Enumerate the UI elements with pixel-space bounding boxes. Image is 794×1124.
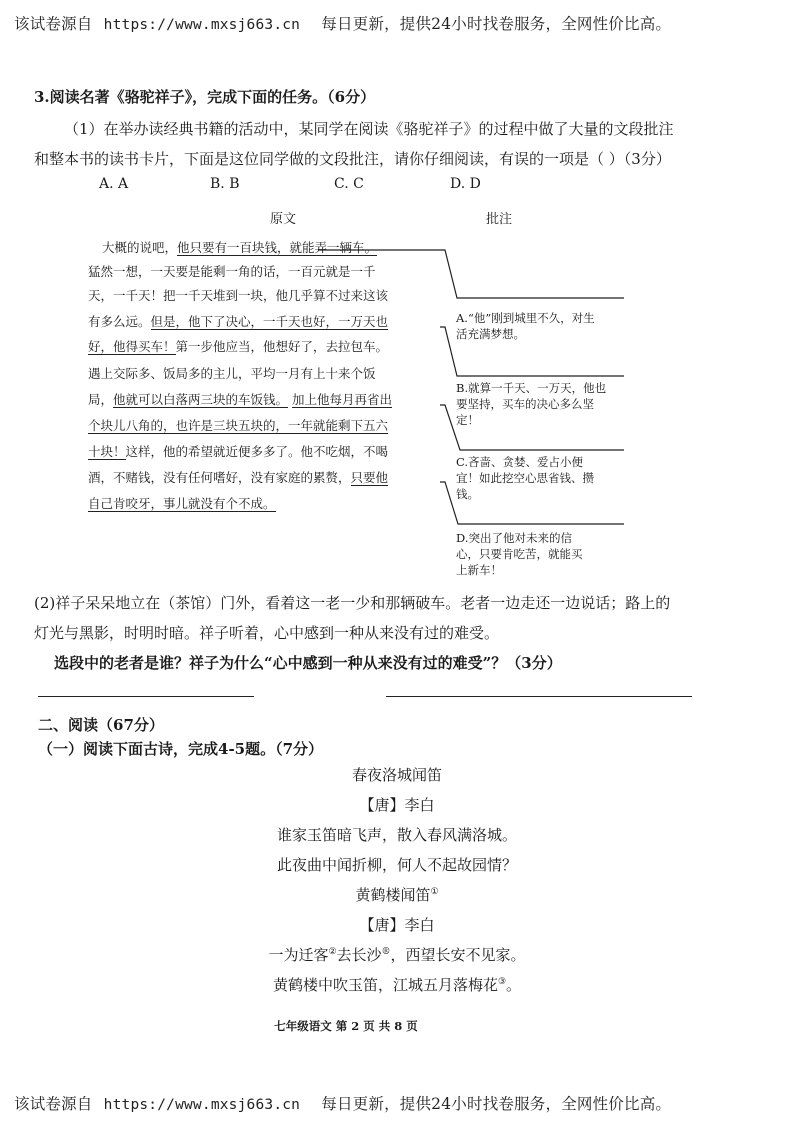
option-c: C. C — [334, 176, 364, 192]
poem-text: 黄鹤楼中吹玉笛，江城五月落梅花 — [272, 976, 498, 994]
footnote-marker: ① — [430, 887, 439, 897]
source-label: 该试卷源自 — [14, 15, 93, 33]
poem-2-title-text: 黄鹤楼闻笛 — [355, 886, 431, 904]
poem-2-line-1 — [268, 944, 525, 965]
passage-line-2: 猛然一想，一天要是能剩一角的话，一百元就是一千 — [88, 264, 376, 279]
option-a: A. A — [99, 176, 129, 192]
poem-text: 。 — [506, 976, 522, 994]
option-b: B. B — [210, 176, 240, 192]
annotation-a: A.“他”刚到城里不久，对生活充满梦想。 — [456, 311, 595, 341]
underline-b-part2: 好，他得买车！ — [88, 339, 176, 354]
passage-text: 大概的说吧， — [102, 240, 178, 255]
question-3-part2-line1: (2)祥子呆呆地立在（茶馆）门外，看着这一老一少和那辆破车。老者一边走还一边说话；路上的 — [34, 594, 671, 612]
answer-line-left[interactable] — [38, 696, 254, 697]
answer-line-right[interactable] — [386, 696, 692, 697]
poem-text: ，西望长安不见家。 — [390, 946, 526, 964]
source-slogan: 每日更新，提供24小时找卷服务，全网性价比高。 — [321, 15, 672, 33]
source-url[interactable]: https://www.mxsj663.cn — [103, 17, 301, 33]
annotation-b: B.就算一千天、一万天，他也要坚持，买车的决心多么坚定！ — [456, 381, 607, 427]
underline-d-part1: 只要他 — [350, 470, 389, 485]
poem-1-author: 【唐】李白 — [359, 796, 435, 814]
question-3-part1-line2: 和整本书的读书卡片，下面是这位同学做的文段批注，请你仔细阅读，有误的一项是（ ）（3分） — [34, 150, 671, 168]
poem-1-title: 春夜洛城闻笛 — [351, 766, 443, 784]
source-url[interactable]: https://www.mxsj663.cn — [103, 1097, 301, 1113]
poem-text: 去长沙 — [336, 946, 382, 964]
annotation-c: C.吝啬、贪婪、爱占小便宜！如此挖空心思省钱、攒钱。 — [456, 455, 594, 501]
passage-text: 第一步他应当，他想好了，去拉包车。 — [175, 339, 389, 354]
connector-a — [318, 250, 624, 298]
section-2-title: 二、阅读（67分） — [38, 716, 164, 734]
source-footer — [14, 1092, 671, 1114]
column-original-heading: 原文 — [270, 212, 297, 227]
question-3-title: 3.阅读名著《骆驼祥子》，完成下面的任务。（6分） — [34, 88, 376, 106]
underline-c-part1: 他就可以白落两三块的车饭钱。 — [113, 392, 289, 407]
underline-c-part4: 十块！ — [88, 444, 126, 459]
passage-text: 酒，不赌钱，没有任何嗜好，没有家庭的累赘， — [88, 470, 351, 485]
question-3-part1-line1: （1）在举办读经典书籍的活动中，某同学在阅读《骆驼祥子》的过程中做了大量的文段批注 — [64, 120, 674, 138]
underline-c-part2: 加上他每月再省出 — [292, 392, 393, 407]
underline-c-part3: 个块儿八角的，也许是三块五块的，一年就能剩下五六 — [88, 418, 389, 433]
footnote-marker: ® — [381, 947, 391, 957]
passage-text: 局， — [88, 392, 114, 407]
source-slogan: 每日更新，提供24小时找卷服务，全网性价比高。 — [321, 1095, 672, 1113]
question-3-part2-line2: 灯光与黑影，时明时暗。祥子听着，心中感到一种从来没有过的难受。 — [34, 624, 500, 642]
passage-text: 这样，他的希望就近便多多了。他不吃烟，不喝 — [125, 444, 389, 459]
annotation-d: D.突出了他对未来的信心，只要肯吃苦，就能买上新车！ — [456, 531, 583, 577]
poem-2-title — [355, 884, 438, 905]
passage-text: 有多么远。 — [88, 314, 151, 329]
question-3-part2-prompt: 选段中的老者是谁？祥子为什么“心中感到一种从来没有过的难受”？（3分） — [54, 654, 562, 672]
footnote-marker: ③ — [497, 977, 507, 987]
underline-b-part1: 但是，他下了决心，一千天也好，一万天也 — [150, 314, 389, 329]
option-d: D. D — [450, 176, 481, 192]
passage-line-3: 天，一千天！把一千天堆到一块，他几乎算不过来这该 — [88, 288, 389, 303]
column-annotation-heading: 批注 — [486, 212, 513, 227]
footnote-marker: ② — [328, 947, 337, 957]
underline-d-part2: 自己肯咬牙，事儿就没有个不成。 — [88, 496, 276, 511]
source-label: 该试卷源自 — [14, 1095, 93, 1113]
section-2-subtitle: （一）阅读下面古诗，完成4-5题。（7分） — [38, 740, 324, 758]
poem-2-author: 【唐】李白 — [359, 916, 435, 934]
poem-1-line-2: 此夜曲中闻折柳，何人不起故园情？ — [276, 856, 518, 874]
poem-text: 一为迁客 — [268, 946, 329, 964]
passage-line-6: 遇上交际多、饭局多的主儿，平均一月有上十来个饭 — [88, 366, 376, 381]
page-number: 七年级语文 第 2 页 共 8 页 — [274, 1019, 418, 1033]
poem-1-line-1: 谁家玉笛暗飞声，散入春风满洛城。 — [276, 826, 518, 844]
poem-2-line-2 — [273, 974, 521, 995]
underline-a: 他只要有一百块钱，就能弄一辆车。 — [177, 240, 378, 255]
